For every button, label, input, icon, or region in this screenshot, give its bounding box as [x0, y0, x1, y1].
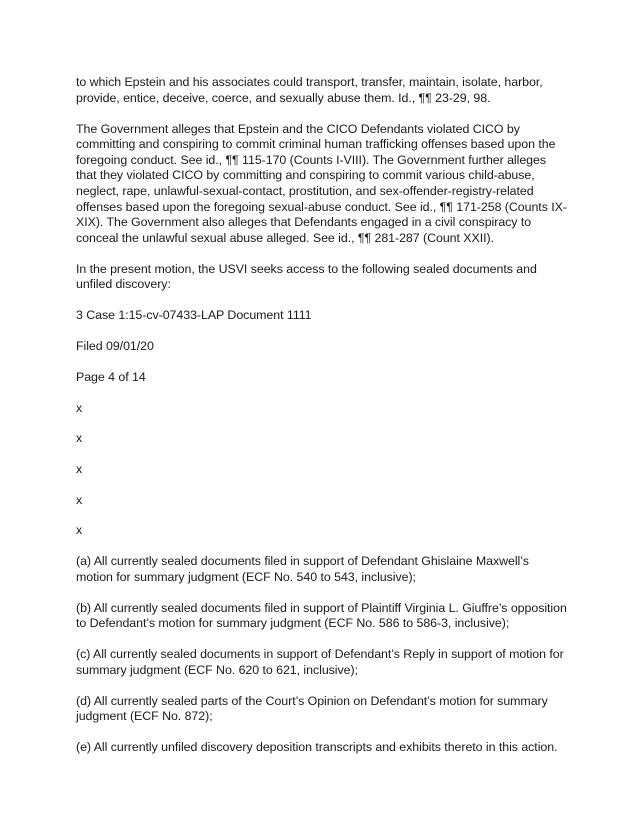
bullet-marker: x: [76, 523, 83, 538]
item-d-court-opinion: (d) All currently sealed parts of the Court’s Opinion on Defendant’s motion for summary judgment (ECF No. 872);: [76, 693, 548, 724]
item-a-maxwell-msj: (a) All currently sealed documents filed in support of Defendant Ghislaine Maxwell’s motion for summary judgment (ECF No. 540 to 543, inclusive);: [76, 554, 529, 584]
case-header: 3 Case 1:15-cv-07433-LAP Document 1111: [76, 308, 312, 323]
paragraph-present-motion: In the present motion, the USVI seeks access to the following sealed documents and unfiled discovery:: [76, 261, 537, 292]
bullet-marker: x: [76, 400, 83, 415]
document-body: [76, 75, 568, 771]
bullet-marker: x: [76, 431, 83, 446]
filed-date: Filed 09/01/20: [76, 339, 154, 354]
item-e-discovery-transcripts: (e) All currently unfiled discovery deposition transcripts and exhibits thereto in this action.: [76, 740, 558, 755]
item-b-giuffre-opposition: (b) All currently sealed documents filed in support of Plaintiff Virginia L. Giuffre’s opposition to Defendant’s motion for summary judgment (ECF No. 586 to 586-3, inclusive);: [76, 600, 567, 631]
bullet-marker: x: [76, 492, 83, 507]
paragraph-trafficking-scheme: to which Epstein and his associates could transport, transfer, maintain, isolate, harbor, provide, entice, deceive, coerce, and sexually abuse them. Id., ¶¶ 23-29, 98.: [76, 75, 543, 105]
paragraph-government-allegations: The Government alleges that Epstein and the CICO Defendants violated CICO by committing and conspiring to commit criminal human trafficking offenses based upon the foregoing conduct. See id., ¶¶ 115-170 (Counts I-VIII). The Government further alleges that they violated CICO by committing and conspiring to commit various child-abuse, neglect, rape, unlawful-sexual-contact, prostitution, and sex-offender-registry-related offenses based upon the foregoing sexual-abuse conduct. See id., ¶¶ 171-258 (Counts IX-XIX). The Government also alleges that Defendants engaged in a civil conspiracy to conceal the unlawful sexual abuse alleged. See id., ¶¶ 281-287 (Count XXII).: [76, 121, 567, 245]
page-number: Page 4 of 14: [76, 369, 146, 384]
item-c-defendant-reply: (c) All currently sealed documents in support of Defendant’s Reply in support of motion for summary judgment (ECF No. 620 to 621, inclusive);: [76, 647, 564, 677]
bullet-marker: x: [76, 462, 83, 477]
